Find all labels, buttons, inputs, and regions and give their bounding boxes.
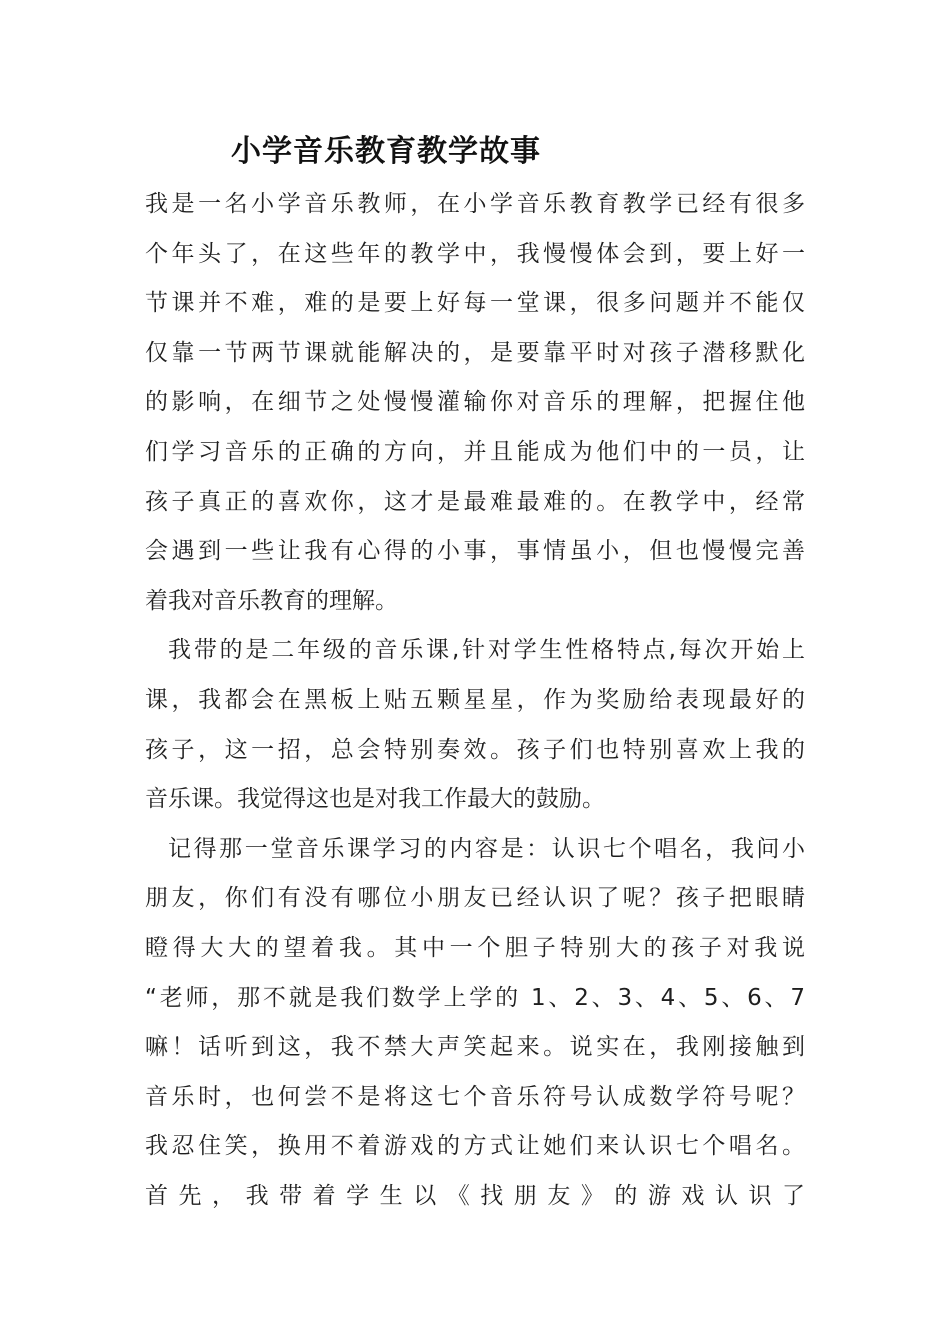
paragraph-line: “老师，那不就是我们数学上学的 1、2、3、4、5、6、7 [145,984,805,1011]
paragraph-line: 孩子，这一招，总会特别奏效。孩子们也特别喜欢上我的 [145,736,805,763]
paragraph-line: 我是一名小学音乐教师，在小学音乐教育教学已经有很多 [145,191,805,217]
paragraph-line: 课，我都会在黑板上贴五颗星星，作为奖励给表现最好的 [145,686,805,713]
document-title: 小学音乐教育教学故事 [231,134,541,169]
paragraph-line: 朋友，你们有没有哪位小朋友已经认识了呢？孩子把眼睛 [145,885,805,912]
paragraph-line: 嘛！话听到这，我不禁大声笑起来。说实在，我刚接触到 [145,1034,805,1061]
paragraph-line: 们学习音乐的正确的方向，并且能成为他们中的一员，让 [145,438,805,465]
paragraph-line: 音乐时，也何尝不是将这七个音乐符号认成数学符号呢？ [145,1083,805,1110]
paragraph-line: 会遇到一些让我有心得的小事，事情虽小，但也慢慢完善 [145,538,805,565]
paragraph-line: 节课并不难，难的是要上好每一堂课，很多问题并不能仅 [145,290,805,317]
paragraph-line: 瞪得大大的望着我。其中一个胆子特别大的孩子对我说 [145,934,805,961]
paragraph-line: 孩子真正的喜欢你，这才是最难最难的。在教学中，经常 [145,488,805,515]
paragraph-line: 个年头了，在这些年的教学中，我慢慢体会到，要上好一 [145,240,805,267]
paragraph-line: 仅靠一节两节课就能解决的，是要靠平时对孩子潜移默化 [145,339,805,366]
paragraph-line: 我忍住笑，换用不着游戏的方式让她们来认识七个唱名。 [145,1133,805,1160]
paragraph-line: 我带的是二年级的音乐课,针对学生性格特点,每次开始上 [168,637,805,664]
paragraph-line: 音乐课。我觉得这也是对我工作最大的鼓励。 [145,786,605,813]
paragraph-line: 的影响，在细节之处慢慢灌输你对音乐的理解，把握住他 [145,389,805,416]
paragraph-line: 记得那一堂音乐课学习的内容是：认识七个唱名，我问小 [168,835,805,862]
document-body [145,180,805,1221]
paragraph-line: 着我对音乐教育的理解。 [145,587,398,614]
paragraph-line: 首先，我带着学生以《找朋友》的游戏认识了 [145,1182,805,1209]
